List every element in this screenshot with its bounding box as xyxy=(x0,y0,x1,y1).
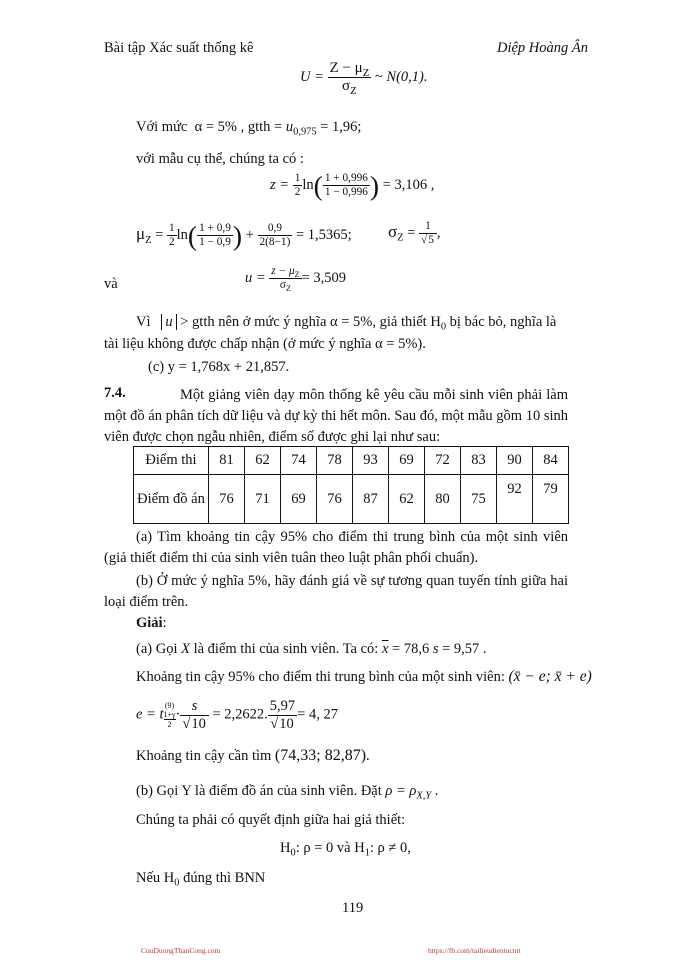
table-cell: 92 xyxy=(497,475,533,524)
footer-link-left[interactable]: CuuDuongThanCong.com xyxy=(141,946,221,955)
part-c-regression: (c) y = 1,768x + 21,857. xyxy=(148,359,290,375)
table-header-cell: Điểm đồ án xyxy=(134,475,209,524)
table-cell: 84 xyxy=(533,447,569,475)
table-cell: 76 xyxy=(317,475,353,524)
formula-u-prefix: và xyxy=(104,276,118,292)
running-header-left: Bài tập Xác suất thống kê xyxy=(104,40,254,56)
table-cell: 78 xyxy=(317,447,353,475)
formula-u-definition: U = $\frac{Z - \mu_Z}{\sigma_Z}$ ~ N(0,1). xyxy=(300,60,428,98)
table-cell: 83 xyxy=(461,447,497,475)
problem-number: 7.4. xyxy=(104,385,126,401)
alpha-line: Với mức α = 5% , gtth = $u_{0,975} = 1,96$; xyxy=(136,119,362,138)
solution-a-line-1: (a) Gọi X là điểm thi của sinh viên. Ta có: $\overline{x} = 78,6$ s = 9,57 . xyxy=(136,641,487,657)
table-cell: 90 xyxy=(497,447,533,475)
conclusion-line-2: tài liệu không được chấp nhận (ở mức ý nghĩa α = 5%). xyxy=(104,336,426,352)
solution-b-line-1: (b) Gọi Y là điểm đồ án của sinh viên. Đặt $\rho = \rho_{X,Y}$ . xyxy=(136,783,439,802)
table-cell: 71 xyxy=(245,475,281,524)
table-cell: 69 xyxy=(389,447,425,475)
ci-result-line: Khoảng tin cậy cần tìm (74,33; 82,87). xyxy=(136,747,370,764)
hypotheses: $H_0$: ρ = 0 và $H_1$: ρ ≠ 0, xyxy=(280,840,411,859)
table-cell: 80 xyxy=(425,475,461,524)
question-a: (a) Tìm khoảng tin cậy 95% cho điểm thi trung bình của một sinh viên (giả thiết điểm thi của sinh viên tuân theo luật phân phối chuẩn). xyxy=(104,529,568,566)
table-cell: 93 xyxy=(353,447,389,475)
table-cell: 75 xyxy=(461,475,497,524)
table-cell: 69 xyxy=(281,475,317,524)
table-cell: 76 xyxy=(209,475,245,524)
formula-mu-z: $\mu_Z$ = $\frac{1}{2}$ ln( $\frac{1 + 0,9}{1 - 0,9}$ ) + $\frac{0,9}{2(8-1)}$ = 1,5365; xyxy=(136,220,352,251)
table-row-exam xyxy=(134,447,569,475)
page-number: 119 xyxy=(342,900,364,916)
table-cell: 72 xyxy=(425,447,461,475)
formula-sigma-z: $\sigma_Z$ = $\frac{1}{√5}$ , xyxy=(388,220,441,246)
scores-table xyxy=(133,446,569,524)
table-cell: 87 xyxy=(353,475,389,524)
table-cell: 81 xyxy=(209,447,245,475)
table-cell: 62 xyxy=(389,475,425,524)
formula-u-value: u = $\frac{z - \mu_Z}{\sigma_Z}$ = 3,509 xyxy=(245,265,347,293)
question-b: (b) Ở mức ý nghĩa 5%, hãy đánh giá về sự tương quan tuyến tính giữa hai loại điểm trên. xyxy=(104,573,568,610)
footer-link-right[interactable]: https://fb.com/tailieudientucntt xyxy=(428,946,521,955)
table-cell: 79 xyxy=(533,475,569,524)
formula-e: e = t (9) 1+γ 2 · $\frac{s}{√10}$ = 2,2622. $\frac{5,97}{√10}$ = 4, 27 xyxy=(136,698,338,732)
table-cell: 74 xyxy=(281,447,317,475)
problem-statement: Một giảng viên dạy môn thống kê yêu cầu mỗi sinh viên phải làm một đồ án phân tích dữ liệu và dự kỳ thi hết môn. Sau đó, một mẫu gồm 10 sinh viên được chọn ngẫu nhiên, điểm số được ghi lại như sau: xyxy=(104,387,568,445)
sample-line: với mẫu cụ thể, chúng ta có : xyxy=(136,151,304,167)
running-header-author: Diệp Hoàng Ân xyxy=(497,40,589,56)
table-row-project xyxy=(134,475,569,524)
solution-b-line-3: Nếu $H_0$ đúng thì BNN xyxy=(136,870,266,889)
solution-b-line-2: Chúng ta phải có quyết định giữa hai giả thiết: xyxy=(136,812,406,828)
table-cell: 62 xyxy=(245,447,281,475)
formula-z: z = $\frac{1}{2}$ ln( $\frac{1 + 0,996}{1 - 0,996}$ ) = 3,106 , xyxy=(270,170,435,201)
solution-ci-line: Khoảng tin cậy 95% cho điểm thi trung bình của một sinh viên: (x̄ − e; x̄ + e) xyxy=(136,668,592,685)
conclusion-line-1: Vì u > gtth nên ở mức ý nghĩa α = 5%, giả thiết $H_0$ bị bác bỏ, nghĩa là xyxy=(136,314,557,333)
solution-title: Giải: xyxy=(136,615,167,631)
table-header-cell: Điểm thi xyxy=(134,447,209,475)
